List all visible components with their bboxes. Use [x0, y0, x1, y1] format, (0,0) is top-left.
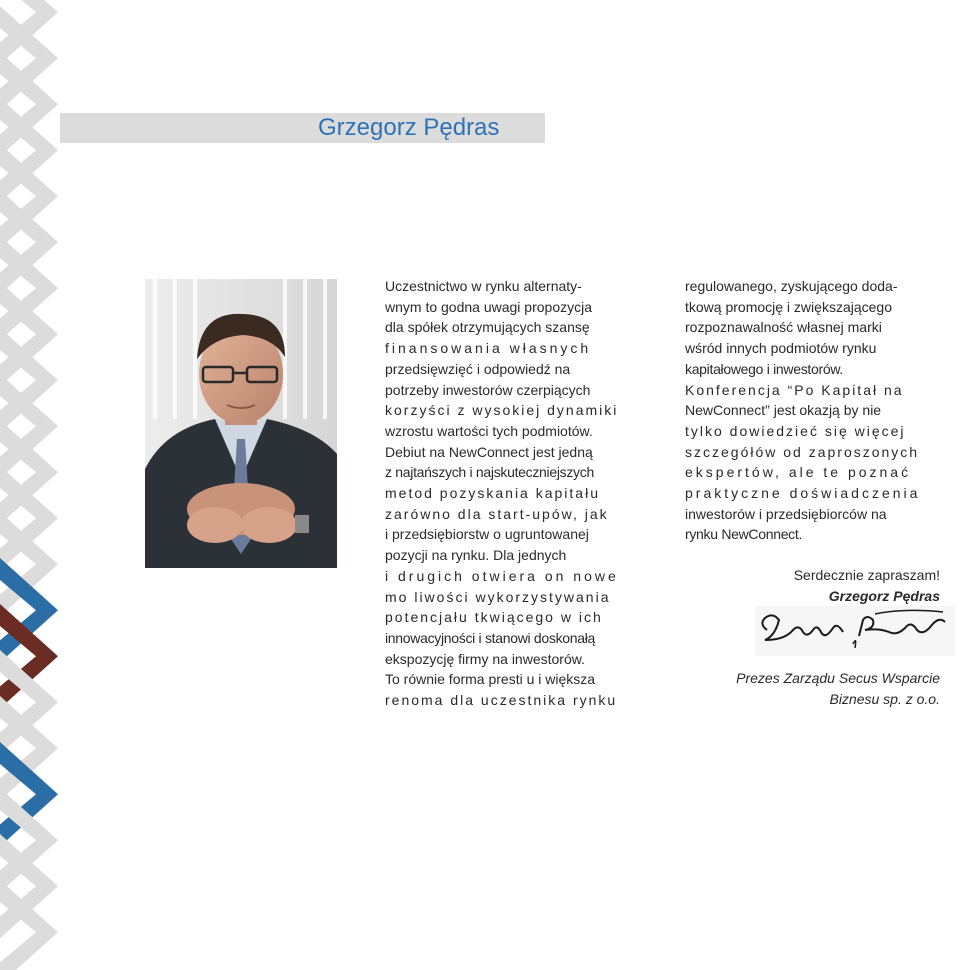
text-line: innowacyjności i stanowi doskonałą: [385, 629, 596, 646]
text-line: renoma dla uczestnika rynku: [385, 692, 618, 709]
text-line: potrzeby inwestorów czerpiących: [385, 381, 591, 398]
article-column-right: [685, 276, 940, 545]
text-line: korzyści z wysokiej dynamiki: [385, 402, 619, 419]
role-line: Prezes Zarządu Secus Wsparcie: [736, 670, 940, 686]
portrait-photo-icon: [145, 279, 337, 568]
text-line: To równie forma presti u i większa: [385, 671, 596, 688]
text-line: tylko dowiedzieć się więcej: [685, 422, 906, 439]
portrait-photo: [145, 279, 337, 568]
article-column-left: [385, 276, 640, 711]
signature-icon: [755, 606, 955, 656]
text-line: metod pozyskania kapitału: [385, 485, 600, 502]
text-line: rozpoznawalność własnej marki: [685, 319, 882, 336]
text-line: ekspertów, ale te poznać: [685, 464, 912, 481]
text-line: i przedsiębiorstw o ugruntowanej: [385, 526, 589, 543]
text-line: praktyczne doświadczenia: [685, 485, 921, 502]
signatory-name: Grzegorz Pędras: [828, 588, 940, 604]
signatory-role: [736, 668, 940, 709]
text-line: inwestorów i przedsiębiorców na: [685, 505, 887, 522]
text-line: finansowania własnych: [385, 340, 592, 357]
text-line: Konferencja “Po Kapitał na: [685, 381, 904, 398]
text-line: pozycji na rynku. Dla jednych: [385, 547, 567, 564]
text-line: z najtańszych i najskuteczniejszych: [385, 464, 594, 481]
text-line: tkową promocję i zwiększającego: [685, 298, 892, 315]
text-line: zarówno dla start-upów, jak: [385, 505, 609, 522]
role-line: Biznesu sp. z o.o.: [829, 690, 940, 707]
handwritten-signature: [755, 606, 955, 656]
chevron-stripes-decoration: [0, 0, 140, 970]
text-line: Debiut na NewConnect jest jedną: [385, 443, 593, 460]
text-line: szczegółów od zaproszonych: [685, 443, 920, 460]
text-line: wśród innych podmiotów rynku: [685, 340, 877, 357]
closing-greeting: Serdecznie zapraszam!: [793, 567, 940, 583]
text-line: regulowanego, zyskującego doda-: [685, 278, 898, 294]
text-line: ekspozycję firmy na inwestorów.: [385, 650, 585, 667]
text-line: NewConnect” jest okazją by nie: [685, 402, 882, 419]
text-line: potencjału tkwiącego w ich: [385, 609, 603, 626]
page-title: Grzegorz Pędras: [318, 114, 500, 141]
text-line: i drugich otwiera on nowe: [385, 567, 619, 584]
text-line: dla spółek otrzymujących szansę: [385, 319, 590, 336]
text-line: przedsięwzięć i odpowiedź na: [385, 360, 571, 377]
text-line: rynku NewConnect.: [685, 526, 803, 543]
text-line: wnym to godna uwagi propozycja: [385, 298, 593, 315]
text-line: Uczestnictwo w rynku alternaty-: [385, 278, 582, 294]
text-line: kapitałowego i inwestorów.: [685, 360, 843, 377]
text-line: wzrostu wartości tych podmiotów.: [385, 422, 593, 439]
text-line: mo liwości wykorzystywania: [385, 588, 611, 605]
